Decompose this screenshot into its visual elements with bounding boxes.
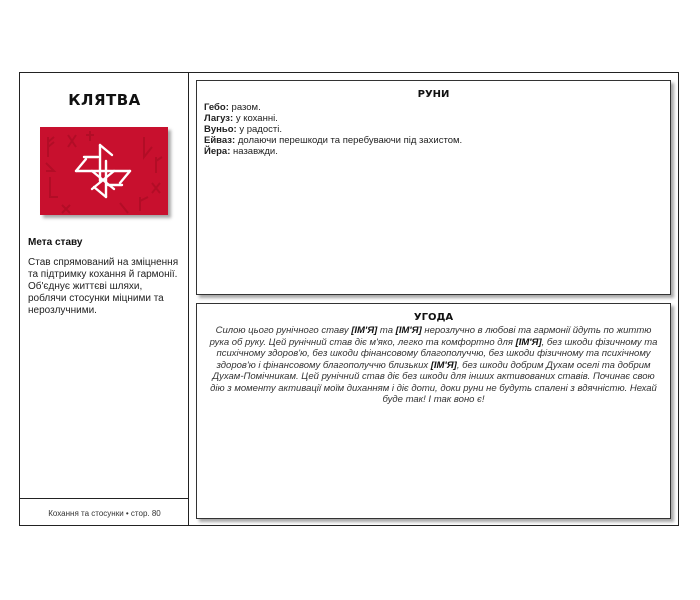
rune-row — [204, 113, 670, 124]
name-placeholder: [ІМ'Я] — [395, 325, 422, 336]
rune-row — [204, 102, 670, 113]
rune-row — [204, 124, 670, 135]
name-placeholder: [ІМ'Я] — [430, 359, 457, 371]
name-placeholder: [ІМ'Я] — [351, 325, 378, 336]
rune-meaning: у коханні. — [235, 113, 278, 124]
rune-row — [204, 135, 670, 146]
rune-meaning: разом. — [231, 102, 261, 113]
agreement-text — [207, 325, 660, 406]
agreement-fragment: , без шкоди фізичному та психічному здоров'ю, без шкоди фінансовому благополуччю, без шкоди фізичному та психічному здоров'ю і фінансовому благополуччю близьких — [216, 336, 658, 371]
runes-title: РУНИ — [417, 89, 450, 100]
agreement-panel — [196, 303, 671, 519]
runes-list — [204, 102, 670, 157]
footer-divider — [20, 498, 189, 499]
purpose-text: Став спрямований на зміцнення та підтримку кохання й гармонії. Об'єднує життєві шляхи, роблячи стосунки міцними та нерозлучними. — [28, 257, 179, 316]
agreement-fragment: нерозлучно в любові та гармонії йдуть по життю рука об руку. Цей рунічний став діє м'яко, легко та комфортно для — [209, 325, 652, 348]
agreement-fragment: Силою цього рунічного ставу — [215, 325, 352, 336]
rune-stav-drawing — [40, 127, 168, 215]
page-footer: Кохання та стосунки • стор. 80 — [48, 509, 161, 518]
rune-meaning: долаючи перешкоди та перебуваючи під захистом. — [237, 135, 463, 146]
rune-meaning: назавжди. — [233, 146, 278, 157]
rune-stav-image — [40, 127, 168, 215]
rune-row — [204, 146, 670, 157]
rune-name: Гебо: — [204, 102, 229, 113]
name-placeholder: [ІМ'Я] — [515, 336, 542, 348]
rune-name: Йера: — [204, 146, 231, 157]
rune-name: Лагуз: — [204, 113, 234, 124]
stav-title: КЛЯТВА — [68, 91, 141, 109]
rune-meaning: у радості. — [239, 124, 282, 135]
left-panel — [20, 73, 189, 525]
agreement-fragment: , без шкоди добрим Духам оселі та добрим Духам-Помічникам. Цей рунічний став діє без шкоди для інших активованих ставів. Починає свою дію з моменту активації моїм диханням і діє доти, доки руни не будуть спалені з вдячністю. Нехай буде так! І так воно є! — [210, 359, 657, 405]
agreement-fragment: та — [377, 325, 396, 336]
agreement-title: УГОДА — [413, 312, 454, 323]
rune-name: Вуньо: — [204, 124, 237, 135]
runes-panel — [196, 80, 671, 295]
rune-name: Ейваз: — [204, 135, 236, 146]
rune-card — [19, 72, 679, 526]
purpose-heading: Мета ставу — [28, 237, 83, 248]
